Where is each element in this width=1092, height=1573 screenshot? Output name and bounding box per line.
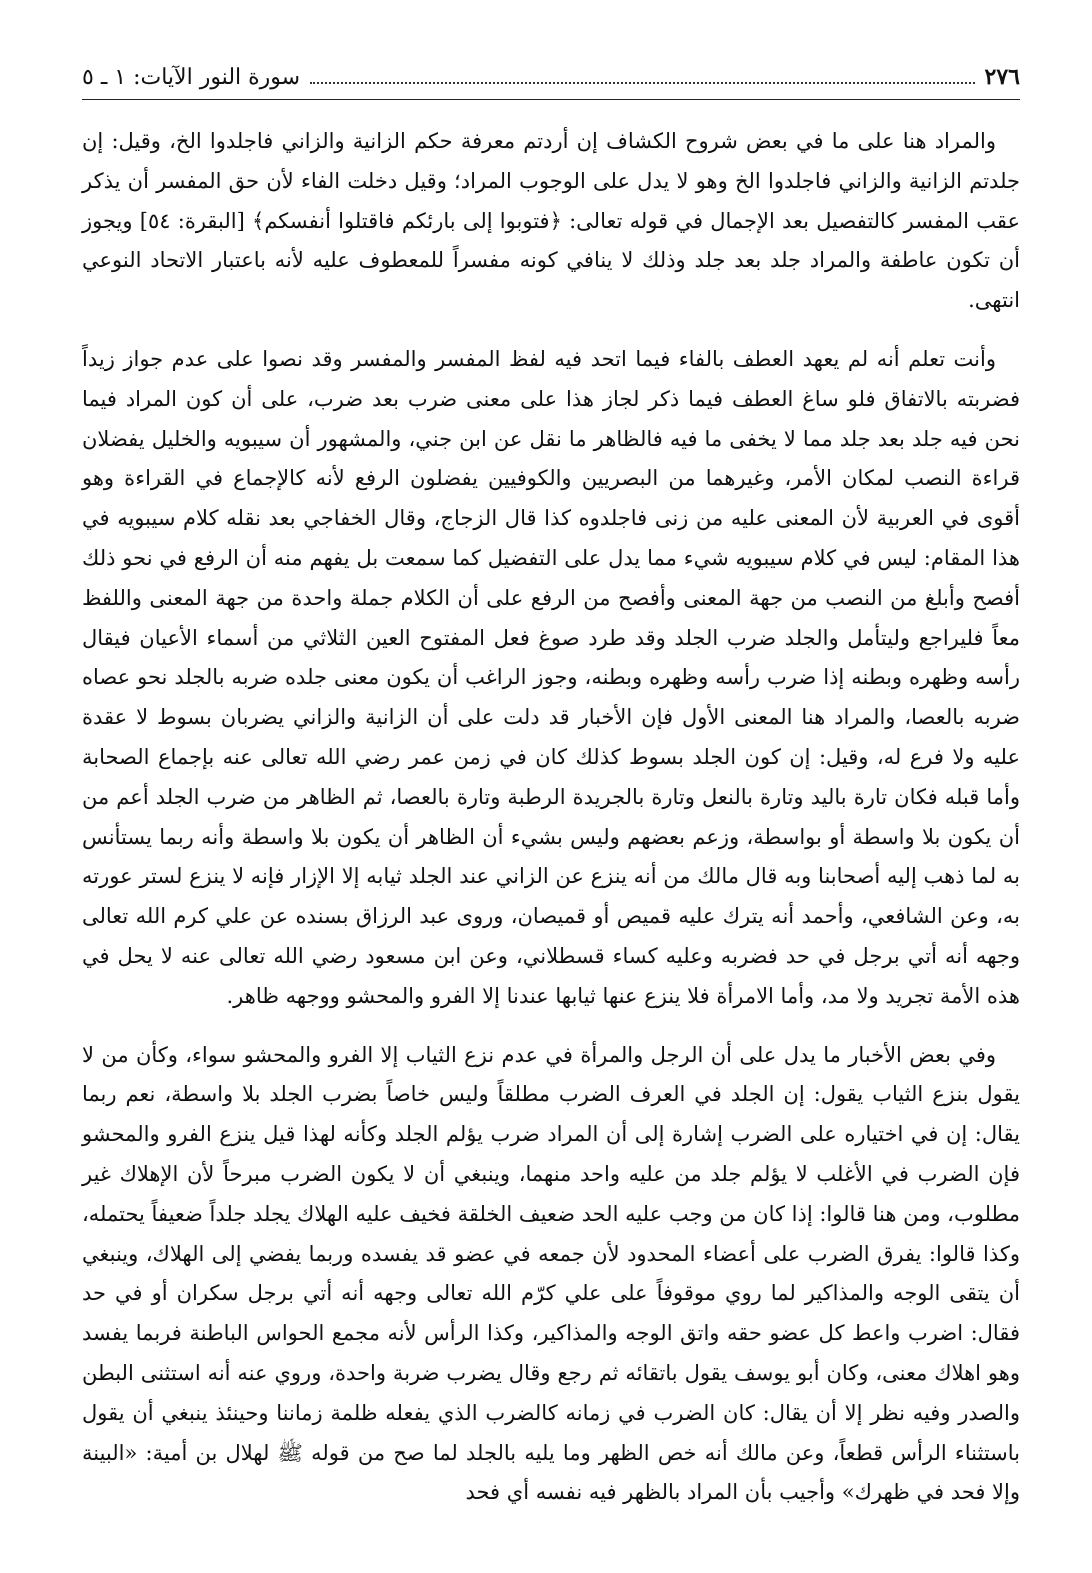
page-number: ٢٧٦ (984, 64, 1020, 90)
running-title: سورة النور الآيات: ١ ـ ٥ (82, 65, 301, 90)
leader-dots (310, 82, 974, 84)
paragraph-1: والمراد هنا على ما في بعض شروح الكشاف إن أردتم معرفة حكم الزانية والزاني فاجلدوا الخ، وقيل: إن جلدتم الزانية والزاني فاجلدوا الخ وهو لا يدل على الوجوب المراد؛ وقيل دخلت الفاء لأن حق المفسر أن يذكر عقب المفسر كالتفصيل بعد الإجمال في قوله تعالى: ﴿فتوبوا إلى بارئكم فاقتلوا أنفسكم﴾ [البقرة: ٥٤] ويجوز أن تكون عاطفة والمراد جلد بعد جلد وذلك لا ينافي كونه مفسراً للمعطوف عليه لأنه باعتبار الاتحاد النوعي انتهى. (82, 129, 1020, 313)
running-header (82, 60, 1020, 100)
paragraph-3: وفي بعض الأخبار ما يدل على أن الرجل والمرأة في عدم نزع الثياب إلا الفرو والمحشو سواء، وكأن من لا يقول بنزع الثياب يقول: إن الجلد في العرف الضرب مطلقاً وليس خاصاً بضرب الجلد بلا واسطة، نعم ربما يقال: إن في اختياره على الضرب إشارة إلى أن المراد ضرب يؤلم الجلد وكأنه لهذا قيل ينزع الفرو والمحشو فإن الضرب في الأغلب لا يؤلم جلد من عليه واحد منهما، وينبغي أن لا يكون الضرب مبرحاً لأن الإهلاك غير مطلوب، ومن هنا قالوا: إذا كان من وجب عليه الحد ضعيف الخلقة فخيف عليه الهلاك يجلد جلداً ضعيفاً يحتمله، وكذا قالوا: يفرق الضرب على أعضاء المحدود لأن جمعه في عضو قد يفسده وربما يفضي إلى الهلاك، وينبغي أن يتقى الوجه والمذاكير لما روي موقوفاً على علي كرّم الله تعالى وجهه أنه أتي برجل سكران أو في حد فقال: اضرب واعط كل عضو حقه واتق الوجه والمذاكير، وكذا الرأس لأنه مجمع الحواس الباطنة فربما يفسد وهو اهلاك معنى، وكان أبو يوسف يقول باتقائه ثم رجع وقال يضرب ضربة واحدة، وروي عنه أنه استثنى البطن والصدر وفيه نظر إلا أن يقال: كان الضرب في زمانه كالضرب الذي يفعله ظلمة زماننا وحينئذ ينبغي أن يقول باستثناء الرأس قطعاً، وعن مالك أنه خص الظهر وما يليه بالجلد لما صح من قوله ﷺ لهلال بن أمية: «البينة وإلا فحد في ظهرك» وأجيب بأن المراد بالظهر فيه نفسه أي فحد (82, 1042, 1020, 1505)
paragraph-2: وأنت تعلم أنه لم يعهد العطف بالفاء فيما اتحد فيه لفظ المفسر والمفسر وقد نصوا على عدم جواز زيداً فضربته بالاتفاق فلو ساغ العطف فيما ذكر لجاز هذا على معنى ضرب بعد ضرب، على أن كون المراد فيما نحن فيه جلد بعد جلد مما لا يخفى ما فيه فالظاهر ما نقل عن ابن جني، والمشهور أن سيبويه والخليل يفضلان قراءة النصب لمكان الأمر، وغيرهما من البصريين والكوفيين يفضلون الرفع لأنه كالإجماع في القراءة وهو أقوى في العربية لأن المعنى عليه من زنى فاجلدوه كذا قال الزجاج، وقال الخفاجي بعد نقله كلام سيبويه في هذا المقام: ليس في كلام سيبويه شيء مما يدل على التفضيل كما سمعت بل يفهم منه أن الرفع في نحو ذلك أفصح وأبلغ من النصب من جهة المعنى وأفصح من الرفع على أن الكلام جملة واحدة من جهة المعنى واللفظ معاً فليراجع وليتأمل والجلد ضرب الجلد وقد طرد صوغ فعل المفتوح العين الثلاثي من أسماء الأعيان فيقال رأسه وظهره وبطنه إذا ضرب رأسه وظهره وبطنه، وجوز الراغب أن يكون معنى جلده ضربه بالجلد نحو عصاه ضربه بالعصا، والمراد هنا المعنى الأول فإن الأخبار قد دلت على أن الزانية والزاني يضربان بسوط لا عقدة عليه ولا فرع له، وقيل: إن كون الجلد بسوط كذلك كان في زمن عمر رضي الله تعالى عنه بإجماع الصحابة وأما قبله فكان تارة باليد وتارة بالنعل وتارة بالجريدة الرطبة وتارة بالعصا، ثم الظاهر من ضرب الجلد أعم من أن يكون بلا واسطة أو بواسطة، وزعم بعضهم وليس بشيء أن الظاهر أن يكون بلا واسطة وأنه ربما يستأنس به لما ذهب إليه أصحابنا وبه قال مالك من أنه ينزع عن الزاني عند الجلد ثيابه إلا الإزار فإنه لا ينزع لستر عورته به، وعن الشافعي، وأحمد أنه يترك عليه قميص أو قميصان، وروى عبد الرزاق بسنده عن علي كرم الله تعالى وجهه أنه أتي برجل في حد فضربه وعليه كساء قسطلاني، وعن ابن مسعود رضي الله تعالى عنه لا يحل في هذه الأمة تجريد ولا مد، وأما الامرأة فلا ينزع عنها ثيابها عندنا إلا الفرو والمحشو ووجهه ظاهر. (82, 346, 1020, 1008)
